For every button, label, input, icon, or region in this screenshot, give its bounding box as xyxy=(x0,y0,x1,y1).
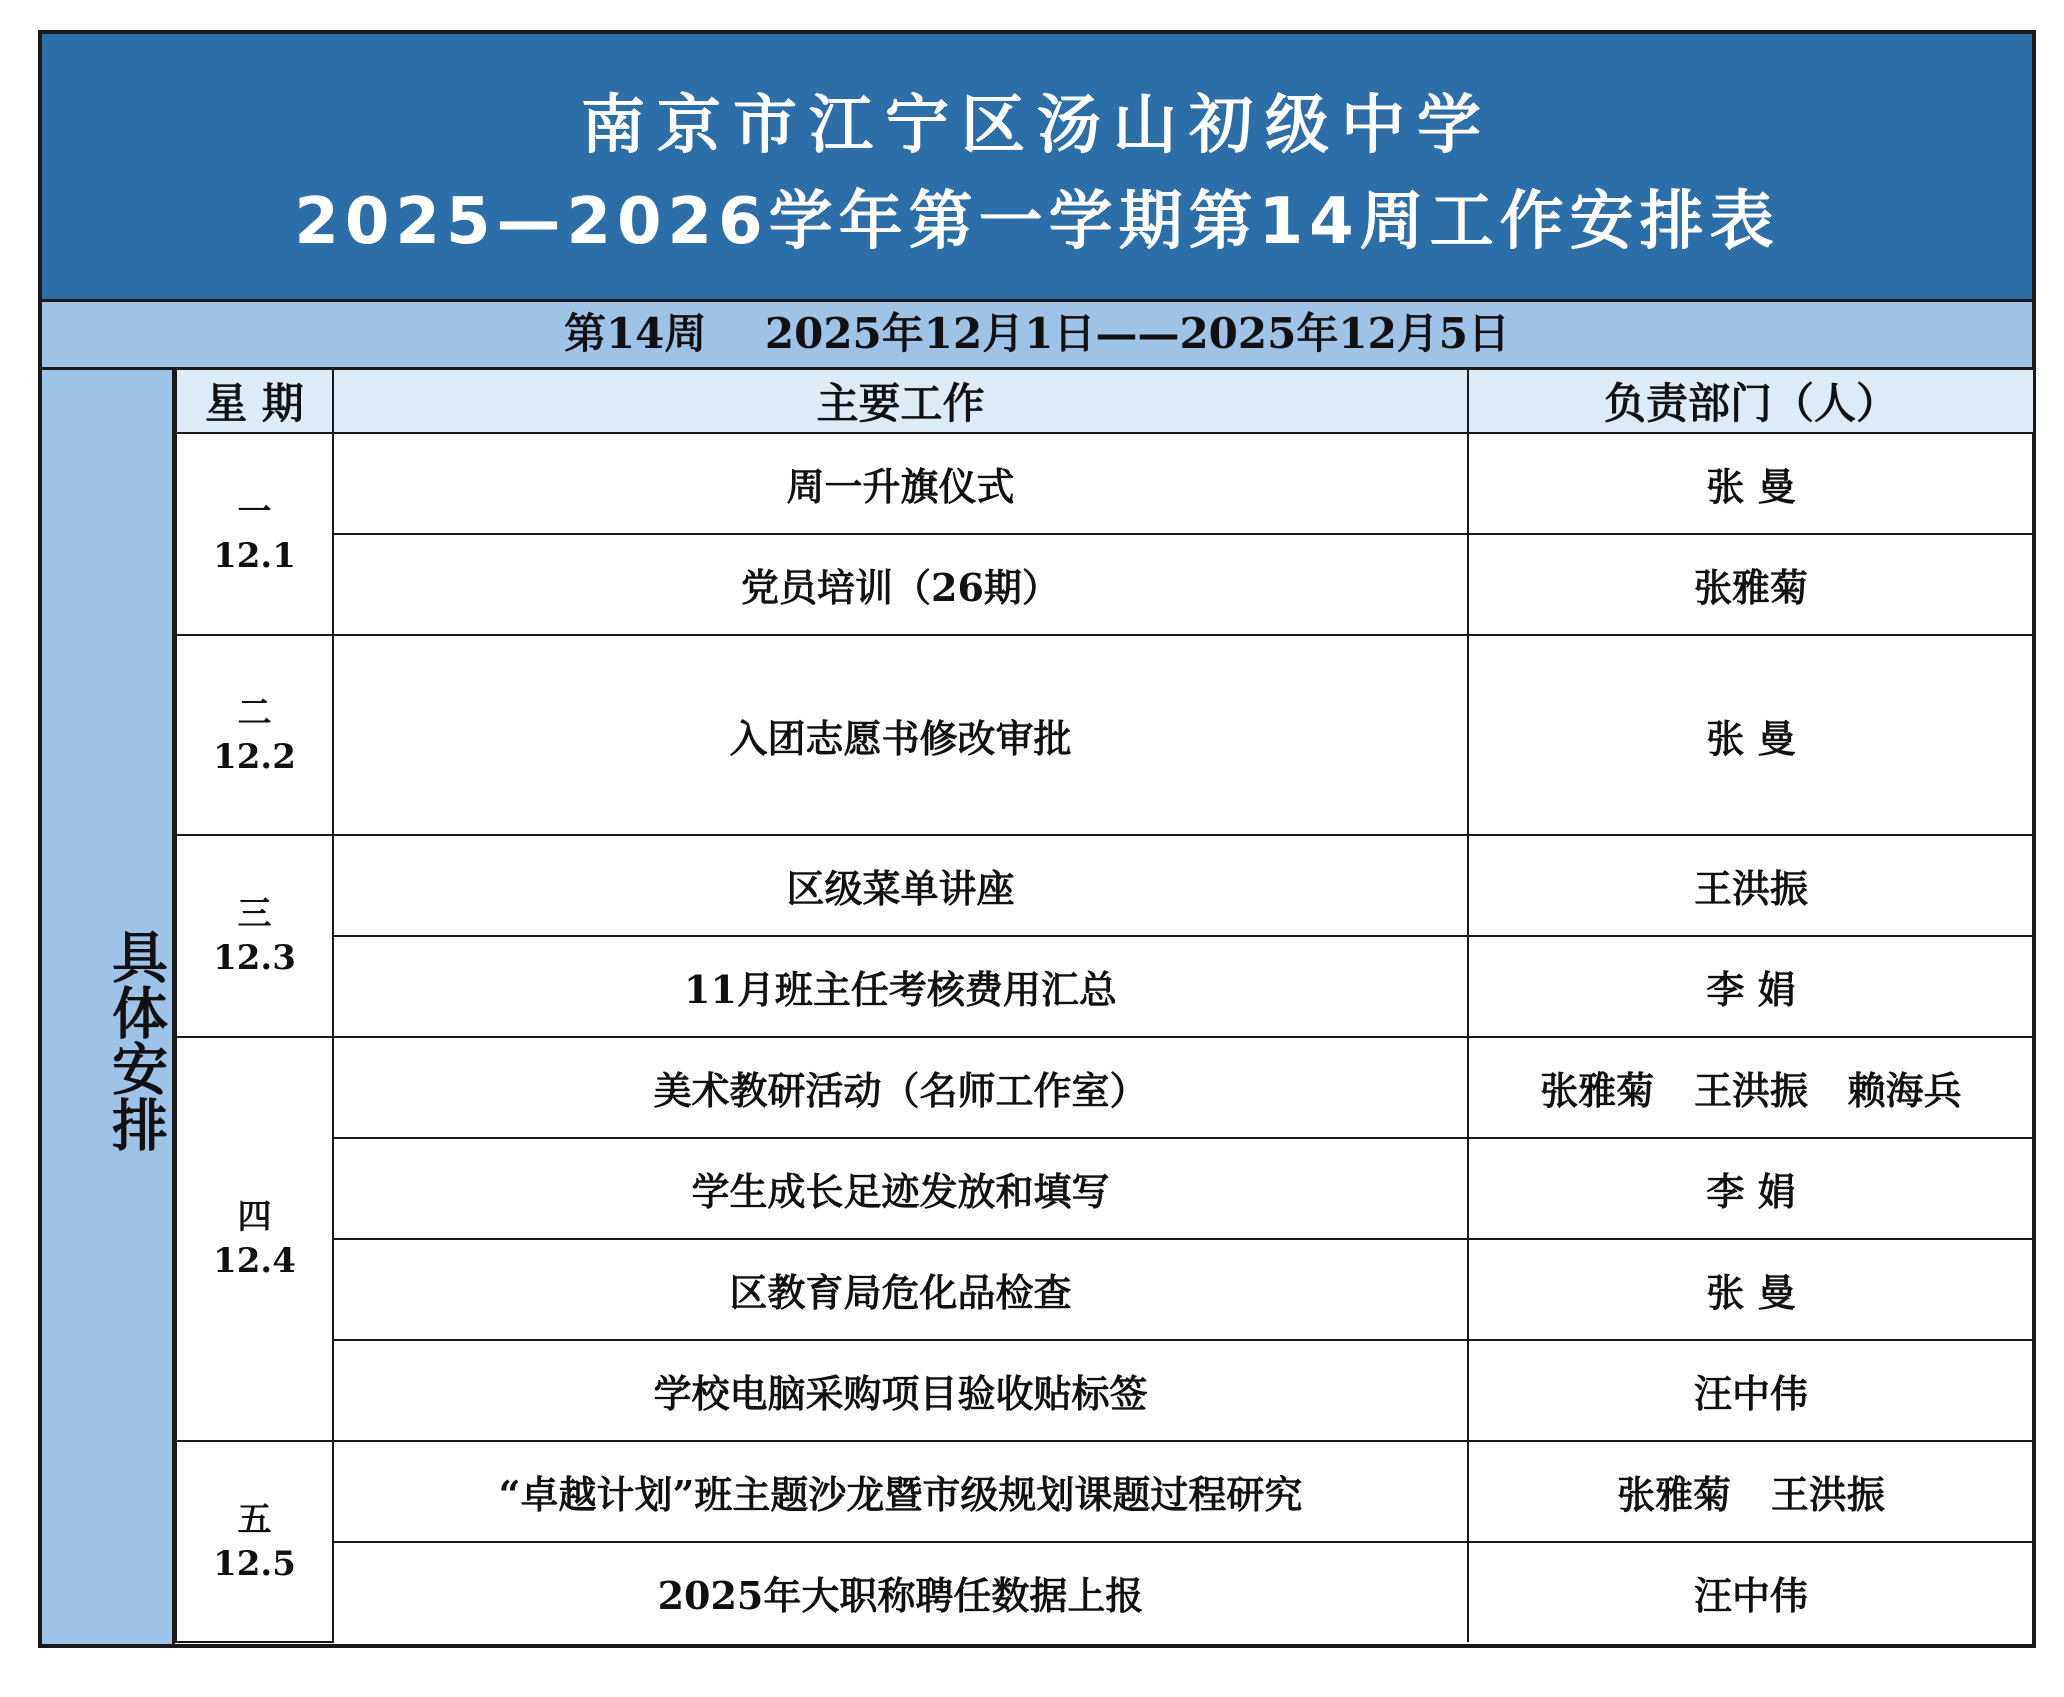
table-row xyxy=(176,433,2033,534)
task-cell: 11月班主任考核费用汇总 xyxy=(333,936,1468,1037)
schedule-table xyxy=(175,370,2033,1643)
day-cell-wed xyxy=(176,835,333,1037)
owner-cell: 张雅菊 xyxy=(1468,534,2033,635)
header-owner: 负责部门（人） xyxy=(1468,370,2033,433)
table-row xyxy=(176,936,2033,1037)
task-cell: 入团志愿书修改审批 xyxy=(333,635,1468,835)
date-label: 12.1 xyxy=(213,536,296,576)
date-label: 12.2 xyxy=(213,737,296,777)
owner-cell: 李 娟 xyxy=(1468,1138,2033,1239)
task-cell: 区级菜单讲座 xyxy=(333,835,1468,936)
table-header-row xyxy=(176,370,2033,433)
table-row xyxy=(176,1441,2033,1542)
task-cell: 学生成长足迹发放和填写 xyxy=(333,1138,1468,1239)
owner-cell: 张 曼 xyxy=(1468,635,2033,835)
task-cell: “卓越计划”班主题沙龙暨市级规划课题过程研究 xyxy=(333,1441,1468,1542)
task-cell: 学校电脑采购项目验收贴标签 xyxy=(333,1340,1468,1441)
date-label: 12.3 xyxy=(213,938,296,978)
table-row xyxy=(176,534,2033,635)
weekday-label: 四 xyxy=(237,1197,272,1237)
table-row xyxy=(176,1239,2033,1340)
day-cell-fri xyxy=(176,1441,333,1642)
table-row xyxy=(176,1138,2033,1239)
owner-cell: 李 娟 xyxy=(1468,936,2033,1037)
owner-cell: 张雅菊 王洪振 xyxy=(1468,1441,2033,1542)
table-row xyxy=(176,1542,2033,1642)
table-row xyxy=(176,835,2033,936)
weekday-label: 五 xyxy=(237,1499,272,1540)
owner-cell: 汪中伟 xyxy=(1468,1542,2033,1642)
title-banner xyxy=(42,34,2032,302)
owner-cell: 张雅菊 王洪振 赖海兵 xyxy=(1468,1037,2033,1138)
task-cell: 区教育局危化品检查 xyxy=(333,1239,1468,1340)
schedule-sheet xyxy=(38,30,2036,1648)
table-row xyxy=(176,1037,2033,1138)
week-range-bar: 第14周 2025年12月1日——2025年12月5日 xyxy=(42,302,2032,370)
weekday-label: 三 xyxy=(237,894,272,934)
task-cell: 2025年大职称聘任数据上报 xyxy=(333,1542,1468,1642)
date-label: 12.5 xyxy=(213,1543,296,1584)
day-cell-thu xyxy=(176,1037,333,1441)
header-day: 星 期 xyxy=(176,370,333,433)
date-label: 12.4 xyxy=(213,1241,296,1281)
owner-cell: 张 曼 xyxy=(1468,1239,2033,1340)
task-cell: 党员培训（26期） xyxy=(333,534,1468,635)
day-cell-tue xyxy=(176,635,333,835)
weekday-label: 一 xyxy=(237,492,272,532)
schedule-title: 2025—2026学年第一学期第14周工作安排表 xyxy=(294,185,1780,259)
owner-cell: 汪中伟 xyxy=(1468,1340,2033,1441)
owner-cell: 张 曼 xyxy=(1468,433,2033,534)
side-label: 具体安排 xyxy=(103,928,169,1152)
task-cell: 美术教研活动（名师工作室） xyxy=(333,1037,1468,1138)
header-work: 主要工作 xyxy=(333,370,1468,433)
day-cell-mon xyxy=(176,433,333,635)
side-label-column xyxy=(42,370,175,1644)
weekday-label: 二 xyxy=(237,693,272,733)
school-name-title: 南京市江宁区汤山初级中学 xyxy=(581,89,1493,163)
table-row xyxy=(176,1340,2033,1441)
task-cell: 周一升旗仪式 xyxy=(333,433,1468,534)
owner-cell: 王洪振 xyxy=(1468,835,2033,936)
table-row xyxy=(176,635,2033,835)
